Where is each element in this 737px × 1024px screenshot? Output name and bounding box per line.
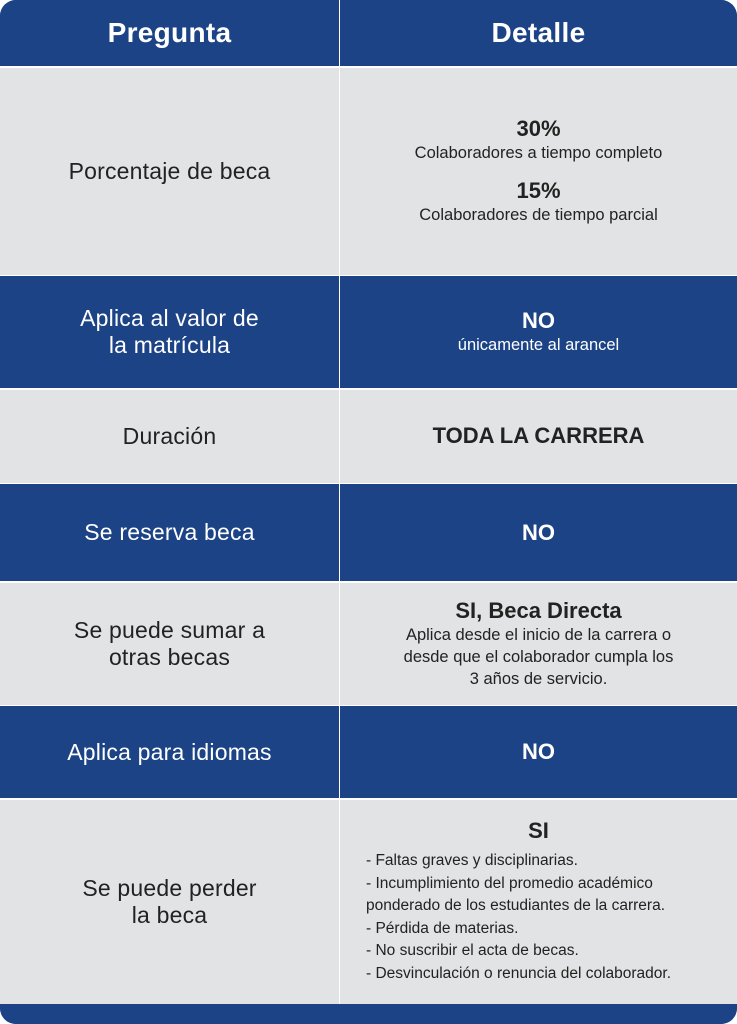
list-item: - Desvinculación o renuncia del colaborador. <box>366 964 672 982</box>
detail-cell <box>339 800 737 1005</box>
detail-cell <box>339 484 737 581</box>
table-footer <box>0 1004 737 1024</box>
question-cell <box>0 276 339 388</box>
detail-cell <box>339 583 737 705</box>
detail-answer: NO <box>522 308 555 333</box>
detail-value: 30% <box>516 116 561 141</box>
question-cell <box>0 390 339 483</box>
detail-text: Colaboradores a tiempo completo <box>414 144 663 162</box>
detail-cell <box>339 68 737 275</box>
question-cell <box>0 800 339 1005</box>
detail-cell <box>339 390 737 483</box>
table-row <box>0 276 737 388</box>
detail-note: Aplica desde el inicio de la carrera o desde que el colaborador cumpla los 3 años de servicio. <box>403 625 674 688</box>
table-row <box>0 68 737 275</box>
detail-answer: SI <box>528 818 549 844</box>
table-header <box>0 0 737 66</box>
detail-answer: TODA LA CARRERA <box>432 423 645 448</box>
detail-text: Colaboradores de tiempo parcial <box>419 206 658 224</box>
list-item: - Incumplimiento del promedio académico <box>366 874 653 892</box>
list-item: - No suscribir el acta de becas. <box>366 942 579 960</box>
detail-answer: SI, Beca Directa <box>455 597 622 623</box>
table-row <box>0 484 737 581</box>
detail-cell <box>339 706 737 798</box>
question-text: Aplica al valor de la matrícula <box>80 305 259 358</box>
question-text: Se puede sumar a otras becas <box>73 616 266 670</box>
table-row <box>0 800 737 1005</box>
detail-note: únicamente al arancel <box>457 336 620 354</box>
detail-cell <box>339 276 737 388</box>
header-question: Pregunta <box>107 17 232 48</box>
table-row <box>0 706 737 798</box>
question-cell <box>0 68 339 275</box>
detail-value: 15% <box>516 178 561 203</box>
detail-answer: NO <box>522 739 555 764</box>
list-item: - Faltas graves y disciplinarias. <box>366 852 578 870</box>
question-text: Duración <box>122 422 217 449</box>
header-detail: Detalle <box>339 0 737 66</box>
question-cell <box>0 706 339 798</box>
table-row <box>0 390 737 483</box>
list-item: ponderado de los estudiantes de la carrera. <box>366 897 666 915</box>
question-cell <box>0 484 339 581</box>
question-text: Se puede perder la beca <box>82 874 257 928</box>
question-text: Porcentaje de beca <box>68 157 271 184</box>
detail-answer: NO <box>522 519 555 545</box>
question-cell <box>0 583 339 705</box>
table-row <box>0 583 737 705</box>
question-text: Aplica para idiomas <box>67 738 272 765</box>
list-item: - Pérdida de materias. <box>366 919 519 937</box>
conditions-list <box>366 850 711 985</box>
question-text: Se reserva beca <box>84 519 255 545</box>
